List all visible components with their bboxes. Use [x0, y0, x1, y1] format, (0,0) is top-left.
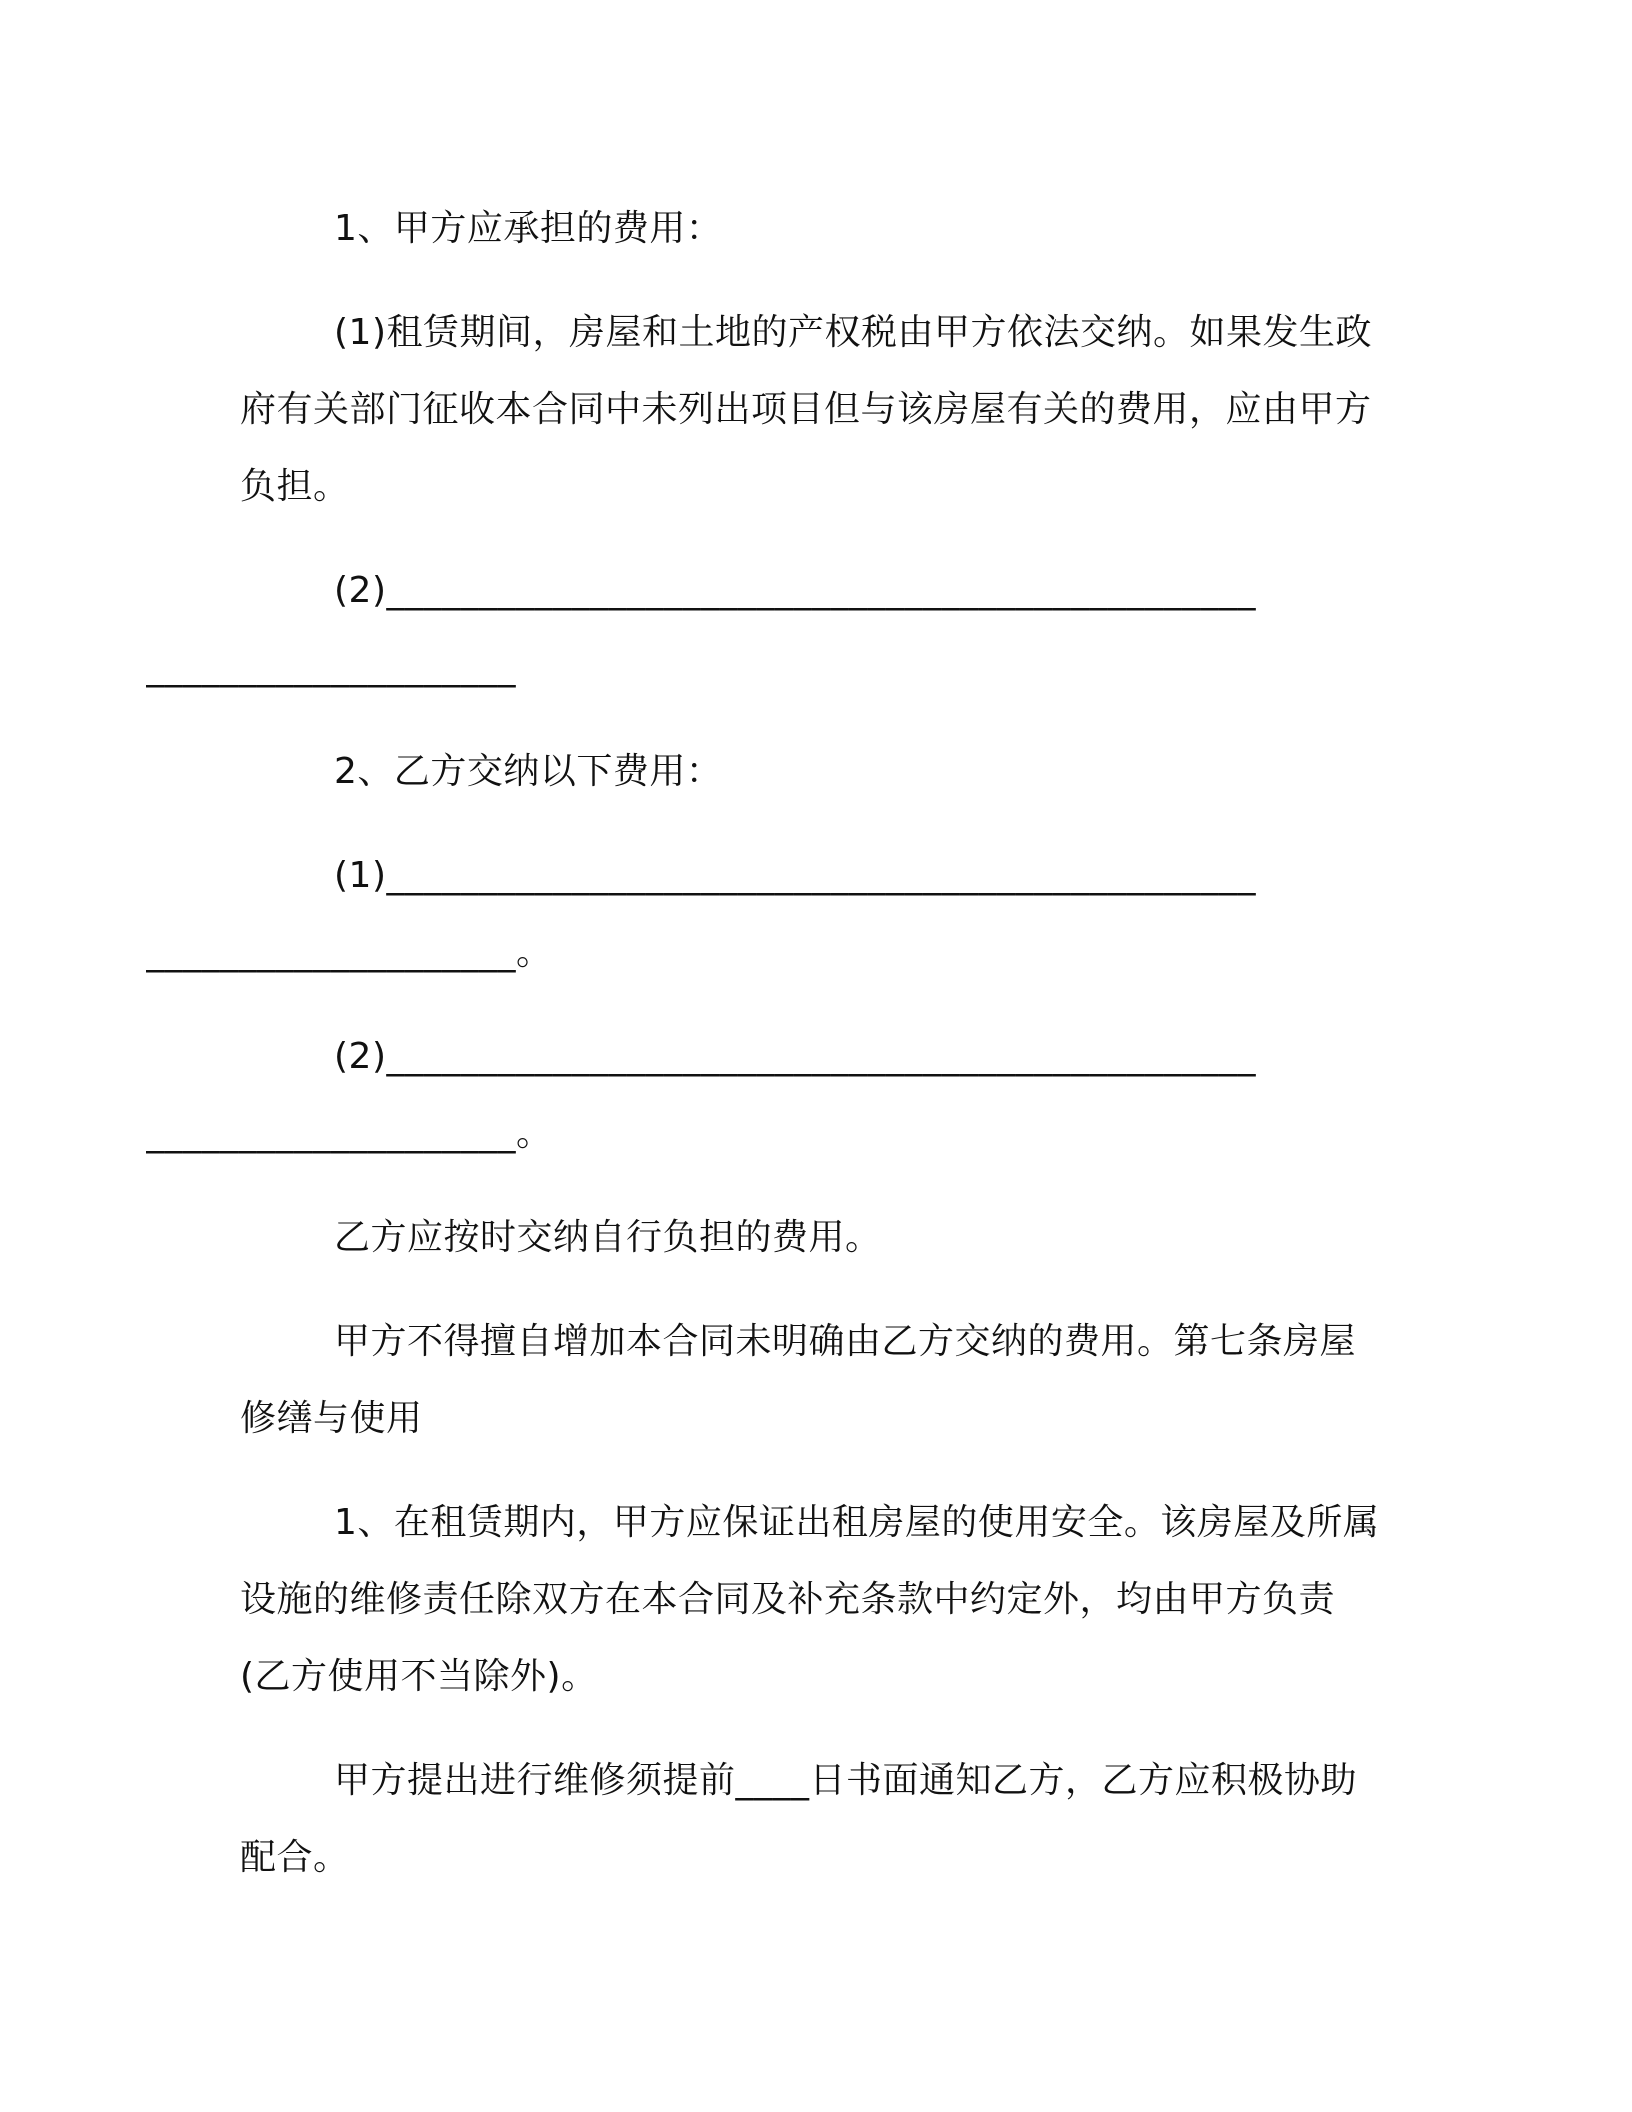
clause-paragraph: 1、在租赁期内，甲方应保证出租房屋的使用安全。该房屋及所属设施的维修责任除双方在本合同及补充条款中约定外，均由甲方负责(乙方使用不当除外)。	[240, 1502, 1380, 1697]
section-heading-party-b-fees: 2、乙方交纳以下费用：	[334, 751, 723, 792]
blank-fill-clause	[146, 552, 1380, 706]
blank-line: (2)_______________________________________________	[334, 570, 1256, 611]
blank-line: ____________________	[146, 647, 516, 688]
clause-paragraph: 甲方提出进行维修须提前____日书面通知乙方，乙方应积极协助配合。	[240, 1760, 1358, 1878]
clause-paragraph: 甲方不得擅自增加本合同未明确由乙方交纳的费用。第七条房屋修缮与使用	[240, 1321, 1357, 1439]
blank-line: (2)_______________________________________________	[334, 1036, 1256, 1077]
blank-line: ____________________。	[146, 932, 553, 973]
blank-line: (1)_______________________________________________	[334, 855, 1256, 896]
section-heading-party-a-fees: 1、甲方应承担的费用：	[334, 208, 723, 249]
clause-paragraph: 乙方应按时交纳自行负担的费用。	[334, 1217, 882, 1258]
blank-fill-clause	[146, 837, 1380, 991]
clause-paragraph: (1)租赁期间，房屋和土地的产权税由甲方依法交纳。如果发生政府有关部门征收本合同中未列出项目但与该房屋有关的费用，应由甲方负担。	[240, 312, 1372, 507]
blank-fill-clause	[146, 1018, 1380, 1172]
blank-line: ____________________。	[146, 1113, 553, 1154]
document-body	[146, 190, 1380, 1923]
